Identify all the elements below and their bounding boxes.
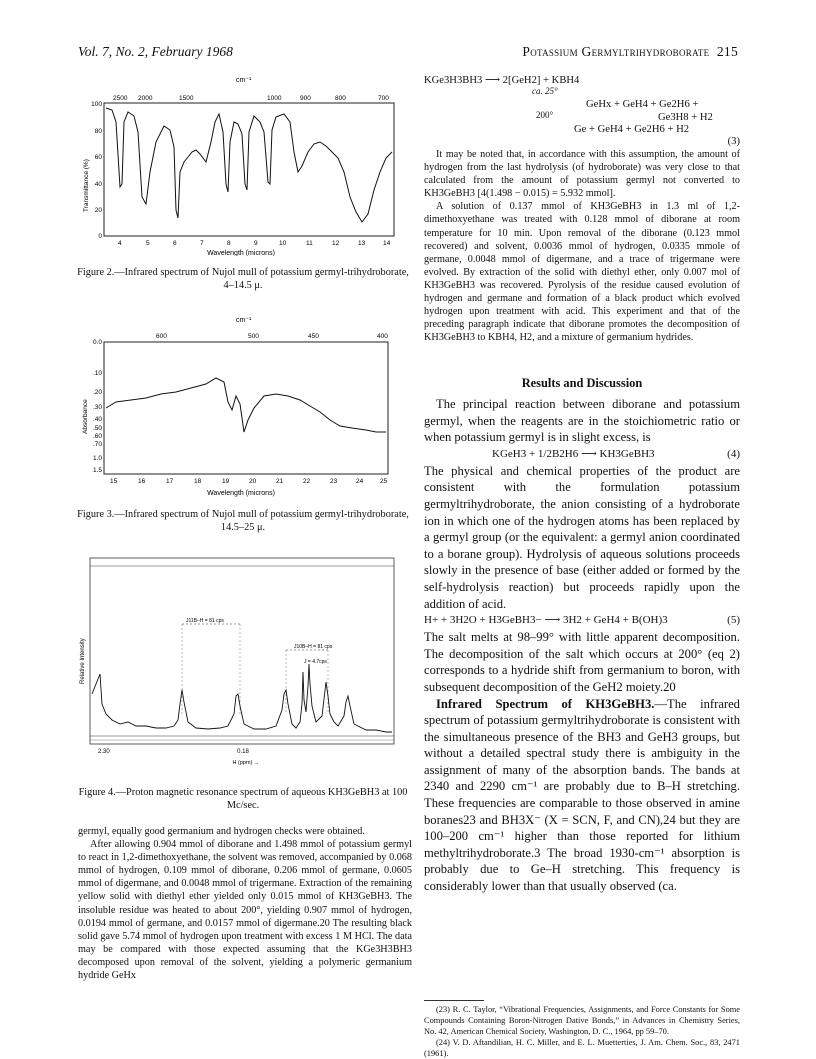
eq4-number: (4) (727, 447, 740, 460)
left-column-text (78, 825, 412, 982)
right-paragraph-6 (424, 696, 740, 895)
running-title: Potassium Germyltrihydroborate (522, 44, 710, 59)
fig3-y-tick: .40 (92, 416, 102, 423)
section-title: Results and Discussion (521, 376, 643, 390)
fig3-y-tick: 1.5 (92, 467, 102, 474)
fig4-annotation-11b: J11B–H = 81 cps (186, 618, 224, 624)
left-paragraph-1: germyl, equally good germanium and hydrogen checks were obtained. (78, 826, 365, 837)
fig3-unit-label: cm⁻¹ (236, 317, 252, 324)
figure-2-ir-spectrum (76, 72, 406, 256)
fig4-annotation-j: J = 4.7cps (304, 659, 327, 665)
eq3-ca-label: ca. 25° (532, 86, 558, 96)
figure-2-caption: Figure 2.—Infrared spectrum of Nujol mull of potassium germyl-trihydroborate, 4–14.5 μ. (77, 267, 409, 291)
figure-3-caption: Figure 3.—Infrared spectrum of Nujol mull of potassium germyl-trihydroborate, 14.5–25 μ. (77, 509, 409, 533)
fig3-top-tick: 500 (248, 333, 259, 340)
fig2-x-tick: 9 (254, 240, 258, 247)
footnote-24: (24) V. D. Aftandilian, H. C. Miller, and E. L. Muetterties, J. Am. Chem. Soc., 83, 2471 (1961). (424, 1038, 740, 1058)
fig3-x-tick: 19 (222, 478, 230, 485)
fig3-y-tick: .10 (92, 370, 102, 377)
fig2-y-tick: 40 (94, 181, 102, 188)
fig2-x-tick: 13 (358, 240, 366, 247)
fig2-x-tick: 12 (332, 240, 340, 247)
eq3-line-4: Ge + GeH4 + Ge2H6 + H2 (574, 124, 690, 135)
fig2-top-ticks (113, 95, 389, 102)
fig2-y-tick: 100 (91, 101, 102, 108)
equation-4 (424, 446, 740, 463)
fig2-x-tick: 10 (279, 240, 287, 247)
eq5-text: H+ + 3H2O + H3GeBH3− ⟶ 3H2 + GeH4 + B(OH)3 (424, 614, 668, 627)
eq3-line-2: GeHx + GeH4 + Ge2H6 + (586, 99, 699, 110)
fig2-top-tick: 800 (335, 95, 346, 102)
eq3-number: (3) (727, 136, 740, 147)
fig2-x-tick: 4 (118, 240, 122, 247)
fig3-top-ticks (156, 333, 388, 340)
fig4-y-label: Relative Intensity (80, 638, 86, 684)
fig2-x-label: Wavelength (microns) (207, 250, 275, 256)
page-number: 215 (716, 44, 738, 59)
fig2-x-tick: 7 (200, 240, 204, 247)
running-header-left: Vol. 7, No. 2, February 1968 (78, 44, 233, 59)
fig2-x-tick: 5 (146, 240, 150, 247)
right-paragraph-3: The principal reaction between diborane and potassium germyl, when the reagents are in the stoichiometric ratio or when potassium germyl is in slight excess, is (424, 397, 740, 445)
fig2-top-tick: 1000 (267, 95, 282, 102)
ir-subsection-title: Infrared Spectrum of KH3GeBH3. (436, 696, 655, 711)
eq3-line-3: Ge3H8 + H2 (658, 112, 713, 123)
fig2-top-tick: 2500 (113, 95, 128, 102)
left-paragraph-2: After allowing 0.904 mmol of diborane and 1.498 mmol of potassium germyl to react in 1,2-dimethoxyethane, the solvent was removed, accompanied by 0.068 mmol of hydrogen, 0.109 mmol of diborane, 0.206 mmol of germane, 0.0605 mmol of digermane, and 0.0048 mmol of trigermane. Extraction of the remaining yellow solid with diethyl ether yielded only 0.015 mmol of KH3GeBH3. The insoluble residue was heated to about 200°, yielding 0.907 mmol of hydrogen, 0.0194 mmol of germane, and 0.0157 mmol of digermane.20 The resulting black solid gave 5.74 mmol of hydrogen upon treatment with excess 1 M HCl. The data may be compared with those expected assuming that the KGe3H3BH3 decomposed upon removal of the solvent, yielding a polymeric germanium hydride GeHx (78, 839, 412, 982)
running-header-right (522, 44, 738, 60)
fig2-x-tick: 11 (306, 240, 313, 247)
fig2-x-tick: 8 (227, 240, 231, 247)
footnote-23: (23) R. C. Taylor, “Vibrational Frequencies, Assignments, and Force Constants for Some Compounds Containing Boron-Nitrogen Dative Bonds,” in Advances in Chemistry Series, No. 42, American Chemical Society, Washington, D. C., 1964, pp 59–70. (424, 1005, 740, 1036)
fig3-y-label: Absorbance (82, 399, 89, 434)
eq3-200-label: 200° (536, 110, 554, 120)
fig3-y-tick: .50 (92, 425, 102, 432)
fig4-x-tick-mid: 0.18 (237, 749, 249, 755)
ir-paragraph-body: —The infrared spectrum of potassium germyltrihydroborate is consistent with the simultaneous presence of the BH3 and GeH3 groups, but without a detailed spectral study there is ambiguity in the assignment of many of the absorption bands. The bands at 2340 and 2290 cm⁻¹ are probably due to B–H stretching. These frequencies are comparable to those observed in amine boranes23 and BH3X⁻ (X = SCN, F, and CN),24 but they are 100–200 cm⁻¹ higher than those reported for lithium methyltrihydroborate.3 The broad 1930-cm⁻¹ absorption is probably due to Ge–H stretching. This frequency is considerably lower than that usually observed (ca. (424, 696, 740, 894)
footnote-rule (424, 1000, 484, 1001)
eq4-text: KGeH3 + 1/2B2H6 ⟶ KH3GeBH3 (492, 447, 655, 460)
fig2-x-ticks (118, 240, 391, 247)
fig3-y-tick: .20 (92, 389, 102, 396)
fig2-y-label: Transmittance (%) (83, 159, 90, 212)
fig3-x-tick: 24 (356, 478, 364, 485)
fig2-unit-label: cm⁻¹ (236, 77, 252, 84)
fig3-plot-frame (104, 342, 388, 474)
right-paragraph-2: A solution of 0.137 mmol of KH3GeBH3 in 1.3 ml of 1,2-dimethoxyethane was treated with 0.128 mmol of diborane at room temperature for 10 min. Upon removal of the diborane (0.123 mmol recovered) and solvent, 0.0036 mmol of hydrogen, 0.0335 mmole of germane, 0.0048 mmol of digermane, and a trace of trigermane were evolved. By extraction of the solid with diethyl ether, only 0.007 mol of KH3GeBH3 was recovered. Pyrolysis of the residue caused evolution of hydrogen and germane and formation of a black product which evolved hydrogen upon treatment with acid. This experiment and that of the preceding paragraph indicate that diborane promotes the decomposition of KH3GeBH3 to KBH4, H2, and a mixture of germanium hydrides. (424, 201, 740, 344)
right-paragraph-1: It may be noted that, in accordance with this assumption, the amount of hydrogen from the last hydrolysis (of hydroborate) was very close to that calculated from the amount of potassium germyl not converted to KH3GeBH3 [4(1.498 − 0.015) = 5.932 mmol]. (424, 149, 740, 200)
fig3-x-tick: 17 (166, 478, 174, 485)
fig3-x-tick: 15 (110, 478, 118, 485)
fig4-x-tick-left: 2.30 (98, 749, 110, 755)
fig3-x-tick: 22 (303, 478, 311, 485)
fig2-top-tick: 1500 (179, 95, 194, 102)
fig3-x-tick: 21 (276, 478, 284, 485)
fig2-plot-frame (104, 103, 394, 236)
right-paragraph-5: The salt melts at 98–99° with little apparent decomposition. The decomposition of the salt which occurs at 200° (eq 2) corresponds to a hydride shift from germanium to boron, with subsequent decomposition of the GeH2 moiety.20 (424, 630, 740, 694)
fig2-top-tick: 2000 (138, 95, 153, 102)
fig3-x-tick: 18 (194, 478, 202, 485)
fig4-spectrum-trace (92, 664, 392, 732)
fig3-x-tick: 23 (330, 478, 338, 485)
fig2-y-ticks (91, 101, 102, 240)
right-paragraph-4: The physical and chemical properties of the product are consistent with the formulation potassium germyltrihydroborate, the anion consisting of a hydroborate ion in which one of the hydrogen atoms has been replaced by a germyl group (or the equivalent: a germyl anion coordinated to a borane group). Hydrolysis of aqueous solutions proceeds slowly in the presence of base (either added or formed by the self-hydrolysis reaction) but proceeds rapidly upon the addition of acid. (424, 463, 740, 611)
figure-4-caption: Figure 4.—Proton magnetic resonance spectrum of aqueous KH3GeBH3 at 100 Mc/sec. (78, 787, 408, 811)
fig3-y-tick: .70 (92, 441, 102, 448)
figure-3-ir-spectrum (76, 312, 406, 498)
right-column-text-main (424, 396, 740, 895)
fig2-y-tick: 0 (98, 233, 102, 240)
equation-3 (424, 74, 740, 146)
fig2-y-tick: 60 (94, 154, 102, 161)
fig3-y-ticks (93, 339, 102, 474)
fig2-y-tick: 20 (94, 207, 102, 214)
fig3-y-tick: .60 (92, 433, 102, 440)
fig2-y-tick: 80 (94, 128, 102, 135)
fig2-spectrum-trace (106, 108, 392, 222)
fig3-top-tick: 600 (156, 333, 167, 340)
fig3-y-tick: 1.0 (92, 455, 102, 462)
fig4-x-label: H (ppm) → (232, 760, 260, 766)
equation-5 (424, 612, 740, 629)
fig2-top-tick: 700 (378, 95, 389, 102)
fig3-x-tick: 25 (380, 478, 388, 485)
fig3-x-label: Wavelength (microns) (207, 490, 275, 497)
fig3-top-tick: 450 (308, 333, 319, 340)
right-column-text-top (424, 148, 740, 344)
footnotes (424, 1004, 740, 1059)
fig3-x-tick: 16 (138, 478, 146, 485)
fig3-y-tick: .30 (92, 404, 102, 411)
eq5-number: (5) (727, 614, 740, 627)
fig2-x-tick: 14 (383, 240, 391, 247)
fig4-annotation-10b: J10B–H = 81 cps (294, 644, 333, 650)
fig2-top-tick: 900 (300, 95, 311, 102)
fig3-x-ticks (110, 478, 388, 485)
fig3-y-tick: 0.0 (92, 339, 102, 346)
fig3-top-tick: 400 (377, 333, 388, 340)
fig2-x-tick: 6 (173, 240, 177, 247)
fig3-x-tick: 20 (249, 478, 257, 485)
fig3-spectrum-trace (106, 378, 386, 432)
figure-4-nmr-spectrum (76, 554, 406, 782)
eq3-line-1: KGe3H3BH3 ⟶ 2[GeH2] + KBH4 (424, 75, 580, 86)
